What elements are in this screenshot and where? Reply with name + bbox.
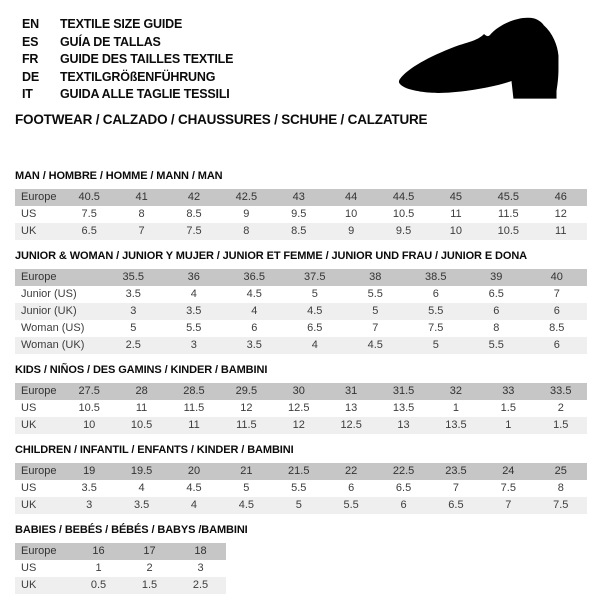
size-cell: 4 [138, 482, 145, 494]
size-cell: 10 [449, 225, 463, 237]
size-cell: 41 [135, 191, 148, 203]
table-row [15, 303, 587, 320]
size-cell: 4.5 [367, 339, 383, 351]
section-babies [15, 524, 587, 594]
size-cell: 36.5 [243, 271, 265, 283]
size-cell: 5 [243, 482, 250, 494]
size-cell: 45 [449, 191, 463, 203]
row-label: US [21, 562, 37, 574]
size-cell: 40 [550, 271, 563, 283]
row-label: US [21, 208, 37, 220]
size-cell: 1 [505, 419, 512, 431]
table-row [15, 189, 587, 206]
language-code: EN [22, 17, 39, 31]
size-cell: 5.5 [343, 499, 359, 511]
size-cell: 6.5 [488, 288, 504, 300]
size-cell: 11.5 [183, 402, 205, 414]
size-cell: 3 [197, 562, 204, 574]
size-cell: 1 [95, 562, 102, 574]
size-cell: 19.5 [130, 465, 153, 477]
size-cell: 7.5 [500, 482, 516, 494]
size-cell: 9.5 [291, 208, 307, 220]
size-cell: 1 [452, 402, 459, 414]
size-cell: 17 [143, 545, 156, 557]
row-label: Europe [21, 465, 57, 477]
size-cell: 7 [452, 482, 459, 494]
size-cell: 4 [190, 499, 198, 511]
size-cell: 2.5 [192, 579, 209, 591]
size-cell: 12 [240, 402, 253, 414]
size-cell: 6 [400, 499, 407, 511]
table-row [15, 577, 226, 594]
size-cell: 22 [345, 465, 358, 477]
row-label: Woman (US) [21, 322, 85, 334]
size-cell: 2 [557, 402, 564, 414]
size-cell: 21 [240, 465, 253, 477]
size-cell: 1.5 [141, 579, 158, 591]
size-cell: 44.5 [392, 191, 415, 203]
row-label: Junior (UK) [21, 305, 77, 317]
row-label: US [21, 402, 37, 414]
size-cell: 0.5 [90, 579, 107, 591]
size-cell: 3.5 [125, 288, 141, 300]
table-row [15, 223, 587, 240]
table-row [15, 480, 587, 497]
table-row [15, 269, 587, 286]
guide-title-it: GUIDA ALLE TAGLIE TESSILI [60, 87, 230, 101]
table-row [15, 206, 587, 223]
size-cell: 10.5 [392, 208, 415, 220]
size-cell: 24 [502, 465, 515, 477]
size-cell: 37.5 [304, 271, 326, 283]
size-cell: 6 [553, 305, 560, 317]
size-cell: 31.5 [392, 385, 415, 397]
row-label: US [21, 482, 37, 494]
size-cell: 6.5 [395, 482, 412, 494]
row-label: UK [21, 579, 37, 591]
size-cell: 3.5 [133, 499, 150, 511]
size-cell: 8.5 [186, 208, 202, 220]
table-row [15, 383, 587, 400]
size-cell: 33.5 [550, 385, 572, 397]
section-title-children: CHILDREN / INFANTIL / ENFANTS / KINDER / BAMBINI [15, 443, 294, 456]
size-cell: 7 [553, 288, 560, 300]
category-title: FOOTWEAR / CALZADO / CHAUSSURES / SCHUHE / CALZATURE [15, 111, 428, 127]
size-cell: 23.5 [445, 465, 467, 477]
size-cell: 7 [138, 225, 145, 237]
row-label: Europe [21, 385, 57, 397]
size-cell: 5.5 [428, 305, 444, 317]
size-cell: 44 [345, 191, 358, 203]
size-cell: 6 [348, 482, 355, 494]
row-label: Europe [21, 191, 57, 203]
size-cell: 11.5 [498, 208, 519, 220]
table-row [15, 543, 226, 560]
size-cell: 46 [554, 191, 567, 203]
table-row [15, 400, 587, 417]
section-junior-woman [15, 250, 587, 354]
table-row [15, 337, 587, 354]
junior-woman-size-table [15, 269, 587, 354]
row-label: Europe [21, 271, 57, 283]
size-cell: 7.5 [81, 208, 97, 220]
size-cell: 3.5 [186, 305, 202, 317]
section-children [15, 444, 587, 514]
size-cell: 20 [187, 465, 201, 477]
size-cell: 5.5 [186, 322, 202, 334]
size-cell: 5 [432, 339, 439, 351]
size-cell: 4.5 [307, 305, 323, 317]
row-label: UK [21, 499, 37, 511]
size-cell: 2 [146, 562, 153, 574]
section-title-babies: BABIES / BEBÉS / BÉBÉS / BABYS /BAMBINI [15, 523, 248, 536]
language-code: IT [22, 87, 33, 101]
size-cell: 13 [345, 402, 358, 414]
table-row [15, 497, 587, 514]
size-cell: 39 [490, 271, 503, 283]
kids-size-table [15, 383, 587, 434]
size-cell: 4.5 [186, 482, 202, 494]
size-cell: 33 [502, 385, 515, 397]
section-title-kids: KIDS / NIÑOS / DES GAMINS / KINDER / BAMBINI [15, 363, 268, 376]
size-cell: 8 [243, 225, 250, 237]
size-cell: 12 [554, 208, 567, 220]
size-cell: 6.5 [448, 499, 464, 511]
size-cell: 5 [130, 322, 137, 334]
size-cell: 19 [83, 465, 96, 477]
row-label: UK [21, 419, 37, 431]
table-row [15, 417, 587, 434]
size-cell: 11 [555, 225, 567, 237]
size-cell: 6 [432, 288, 439, 300]
size-cell: 5 [311, 288, 318, 300]
size-cell: 1.5 [553, 419, 569, 431]
guide-title-es: GUÍA DE TALLAS [60, 34, 161, 49]
size-cell: 1.5 [500, 402, 516, 414]
size-cell: 4 [190, 288, 197, 300]
size-cell: 29.5 [235, 385, 258, 397]
size-cell: 3 [190, 339, 197, 351]
size-cell: 7.5 [428, 322, 444, 334]
size-cell: 3.5 [81, 482, 97, 494]
size-cell: 4 [311, 339, 318, 351]
language-code: FR [22, 52, 39, 66]
section-kids [15, 364, 587, 434]
section-title-man: MAN / HOMBRE / HOMME / MANN / MAN [15, 169, 223, 182]
size-cell: 42.5 [235, 191, 258, 203]
guide-title-de: TEXTILGRÖßENFÜHRUNG [60, 69, 216, 84]
size-cell: 10.5 [497, 225, 520, 237]
size-cell: 6 [251, 322, 258, 334]
size-cell: 35.5 [122, 271, 144, 283]
size-cell: 5.5 [291, 482, 307, 494]
size-cell: 8 [493, 322, 500, 334]
size-cell: 7 [505, 499, 512, 511]
size-cell: 13 [397, 419, 410, 431]
section-man [15, 170, 587, 240]
table-row [15, 560, 226, 577]
children-size-table [15, 463, 587, 514]
size-cell: 8.5 [291, 225, 307, 237]
size-cell: 5 [295, 499, 302, 511]
language-code: ES [22, 34, 39, 49]
size-cell: 4.5 [246, 288, 262, 300]
size-cell: 3.5 [246, 339, 262, 351]
size-cell: 7 [372, 322, 379, 334]
section-title-junior-woman: JUNIOR & WOMAN / JUNIOR Y MUJER / JUNIOR ET FEMME / JUNIOR UND FRAU / JUNIOR E DONA [15, 249, 528, 262]
table-row [15, 463, 587, 480]
row-label: UK [21, 225, 37, 237]
size-cell: 10.5 [78, 402, 100, 414]
size-cell: 8 [557, 482, 564, 494]
size-cell: 7.5 [553, 499, 569, 511]
size-cell: 38 [369, 271, 382, 283]
size-cell: 11.5 [236, 419, 257, 431]
table-row [15, 320, 587, 337]
row-label: Junior (US) [21, 288, 77, 300]
size-cell: 40.5 [78, 191, 100, 203]
size-cell: 36 [187, 271, 200, 283]
man-size-table [15, 189, 587, 240]
size-cell: 10.5 [130, 419, 153, 431]
size-cell: 43 [292, 191, 305, 203]
size-cell: 8.5 [549, 322, 565, 334]
size-cell: 45.5 [497, 191, 520, 203]
size-cell: 28 [135, 385, 148, 397]
babies-size-table [15, 543, 226, 594]
size-cell: 5.5 [488, 339, 504, 351]
language-code: DE [22, 69, 39, 84]
size-cell: 18 [194, 545, 207, 557]
size-cell: 4 [251, 305, 258, 317]
size-cell: 3 [86, 499, 93, 511]
size-cell: 13.5 [445, 419, 467, 431]
size-cell: 5 [372, 305, 379, 317]
size-cell: 12.5 [288, 402, 310, 414]
size-cell: 6 [493, 305, 500, 317]
size-cell: 9 [243, 208, 250, 220]
size-cell: 10 [83, 419, 96, 431]
dress-shoe-icon [394, 12, 580, 106]
size-cell: 11 [135, 402, 148, 414]
size-cell: 21.5 [288, 465, 310, 477]
size-cell: 7.5 [186, 225, 202, 237]
size-cell: 12.5 [340, 419, 362, 431]
size-cell: 9.5 [395, 225, 412, 237]
size-cell: 16 [92, 545, 105, 557]
size-cell: 6.5 [81, 225, 97, 237]
size-cell: 10 [345, 208, 358, 220]
size-cell: 32 [449, 385, 463, 397]
size-cell: 11 [188, 419, 200, 431]
guide-title-en: TEXTILE SIZE GUIDE [60, 17, 183, 31]
size-cell: 4.5 [238, 499, 255, 511]
size-cell: 25 [554, 465, 567, 477]
size-cell: 13.5 [392, 402, 415, 414]
size-cell: 28.5 [183, 385, 205, 397]
size-cell: 31 [345, 385, 358, 397]
size-cell: 22.5 [392, 465, 415, 477]
table-row [15, 286, 587, 303]
size-cell: 3 [130, 305, 137, 317]
size-cell: 42 [187, 191, 201, 203]
size-cell: 6.5 [307, 322, 323, 334]
row-label: Europe [21, 545, 57, 557]
size-cell: 30 [292, 385, 305, 397]
row-label: Woman (UK) [21, 339, 85, 351]
size-cell: 12 [292, 419, 305, 431]
size-cell: 9 [348, 225, 355, 237]
size-cell: 27.5 [78, 385, 100, 397]
size-cell: 8 [138, 208, 145, 220]
size-cell: 2.5 [125, 339, 141, 351]
guide-title-fr: GUIDE DES TAILLES TEXTILE [60, 52, 234, 66]
size-cell: 38.5 [425, 271, 447, 283]
size-cell: 6 [553, 339, 560, 351]
size-cell: 5.5 [367, 288, 383, 300]
size-cell: 11 [450, 208, 462, 220]
